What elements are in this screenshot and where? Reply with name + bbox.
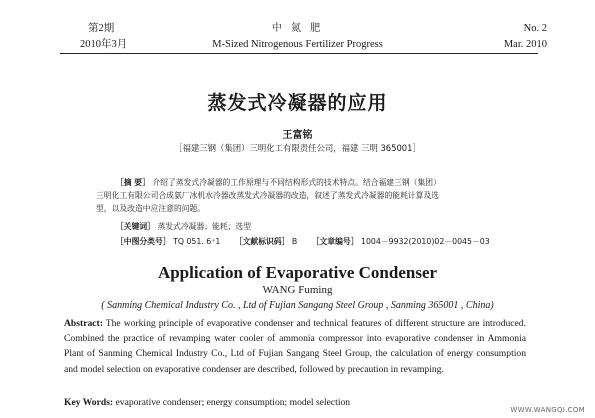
chinese-abstract-line-2: 三明化工有限公司合成氨厂冰机水冷器改蒸发式冷凝器的改造，叙述了蒸发式冷凝器的能耗计算及选 [96,191,440,200]
english-author: WANG Fuming [262,284,333,296]
chinese-keywords-label: ［关键词］ [116,222,155,231]
issue-number-cn: 第2期 [88,23,115,34]
english-keywords: evaporative condenser; energy consumption; model selection [115,397,351,408]
english-keywords-label: Key Words: [64,397,114,408]
issue-date-en: Mar. 2010 [503,39,547,50]
english-title: Application of Evaporative Condenser [157,263,438,282]
chinese-keywords-line [116,220,251,233]
english-abstract-label: Abstract: [64,318,103,329]
chinese-abstract-line-3: 型，以及改造中应注意的问题。 [96,204,206,213]
article-number-label: ［文章编号］ [311,237,359,246]
classification-line [116,235,490,248]
doc-code-label: ［文献标识码］ [234,237,290,246]
clc-label: ［中图分类号］ [116,237,171,246]
chinese-abstract-line-1 [116,176,441,189]
journal-name-en: M-Sized Nitrogenous Fertilizer Progress [212,39,383,50]
chinese-keywords: 蒸发式冷凝器；能耗；选型 [157,222,252,231]
journal-name-cn: 中 氮 肥 [271,23,324,34]
english-affiliation: ( Sanming Chemical Industry Co. , Ltd of Fujian Sangang Steel Group , Sanming 365001 , China) [101,300,494,311]
english-keywords-line [64,395,526,410]
header-rule [60,53,538,54]
doc-code: B [291,237,298,246]
chinese-abstract-text-1: 介绍了蒸发式冷凝器的工作原理与不同结构形式的技术特点。结合福建三钢（集团） [152,178,441,187]
chinese-title: 蒸发式冷凝器的应用 [207,92,388,114]
english-abstract-text: The working principle of evaporative condenser and technical features of different structure are introduced. Combined the practice of revamping water cooler of ammonia compressor into evaporative condenser in Ammonia Plant of Sanming Chemical Industry Co., Ltd of Fujian Sangang Steel Group, the calculation of energy consumption and model selection on evaporative condenser are described, followed by precaution in revamping. [64,318,526,375]
article-number: 1004－9932(2010)02－0045－03 [360,237,490,246]
issue-number-en: No. 2 [523,23,547,34]
chinese-author: 王富铭 [282,130,313,141]
watermark: WWW.WANGQI.COM [510,406,585,414]
chinese-abstract-label: ［摘 要］ [116,178,150,187]
chinese-affiliation: ［福建三钢（集团）三明化工有限责任公司，福建 三明 365001］ [174,143,421,153]
issue-date-cn: 2010年3月 [80,39,128,50]
english-abstract [64,316,526,377]
clc-number: TQ 051. 6⁺1 [173,237,221,246]
